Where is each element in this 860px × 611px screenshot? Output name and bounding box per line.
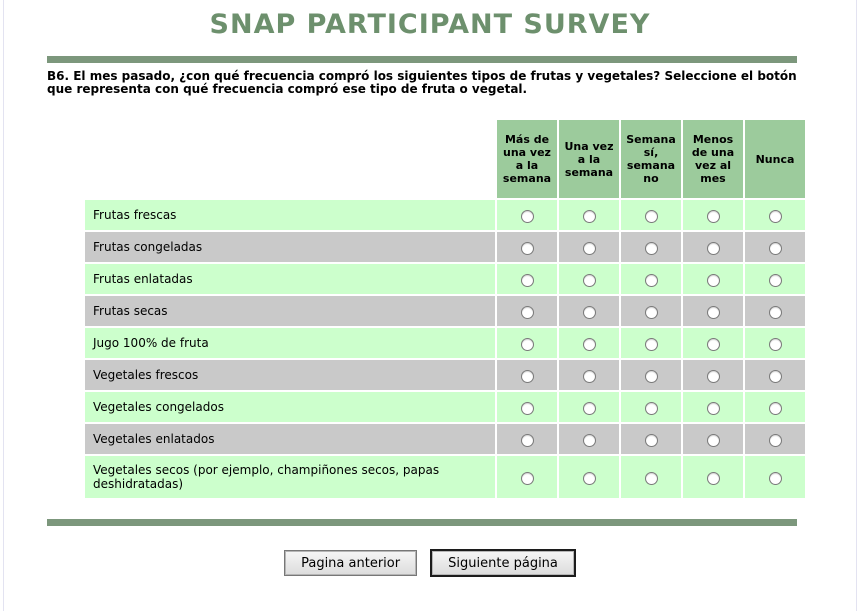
column-header: Una vez a la semana	[559, 120, 619, 198]
radio-r5-c1[interactable]	[521, 338, 534, 351]
radio-r5-c5[interactable]	[769, 338, 782, 351]
table-row	[85, 392, 805, 422]
table-row	[85, 424, 805, 454]
table-row	[85, 232, 805, 262]
column-header: Más de una vez a la semana	[497, 120, 557, 198]
radio-r5-c4[interactable]	[707, 338, 720, 351]
radio-r2-c4[interactable]	[707, 242, 720, 255]
radio-cell	[621, 392, 681, 422]
row-label: Jugo 100% de fruta	[85, 328, 495, 358]
radio-cell	[683, 328, 743, 358]
radio-cell	[621, 360, 681, 390]
radio-cell	[683, 424, 743, 454]
radio-cell	[745, 296, 805, 326]
radio-cell	[497, 296, 557, 326]
radio-cell	[745, 392, 805, 422]
radio-cell	[621, 200, 681, 230]
radio-cell	[497, 360, 557, 390]
row-label: Vegetales congelados	[85, 392, 495, 422]
radio-r2-c3[interactable]	[645, 242, 658, 255]
radio-cell	[683, 360, 743, 390]
radio-cell	[497, 456, 557, 498]
radio-r9-c3[interactable]	[645, 472, 658, 485]
question-text: B6. El mes pasado, ¿con qué frecuencia compró los siguientes tipos de frutas y vegetales? Seleccione el botón que representa con qué frecuencia compró ese tipo de fruta o vegetal.	[47, 69, 797, 96]
radio-cell	[621, 456, 681, 498]
column-header: Menos de una vez al mes	[683, 120, 743, 198]
navigation-buttons	[4, 549, 856, 577]
radio-r9-c2[interactable]	[583, 472, 596, 485]
radio-cell	[683, 296, 743, 326]
radio-r8-c3[interactable]	[645, 434, 658, 447]
radio-r1-c1[interactable]	[521, 210, 534, 223]
radio-cell	[497, 328, 557, 358]
radio-r9-c5[interactable]	[769, 472, 782, 485]
radio-r8-c4[interactable]	[707, 434, 720, 447]
radio-cell	[621, 232, 681, 262]
radio-cell	[621, 264, 681, 294]
frequency-grid	[83, 118, 807, 500]
radio-r4-c1[interactable]	[521, 306, 534, 319]
survey-page	[3, 0, 857, 611]
radio-r8-c2[interactable]	[583, 434, 596, 447]
radio-cell	[745, 264, 805, 294]
column-header: Semana sí, semana no	[621, 120, 681, 198]
radio-r2-c5[interactable]	[769, 242, 782, 255]
radio-cell	[559, 232, 619, 262]
radio-cell	[559, 200, 619, 230]
radio-cell	[559, 264, 619, 294]
radio-r7-c4[interactable]	[707, 402, 720, 415]
table-row	[85, 328, 805, 358]
row-label: Vegetales secos (por ejemplo, champiñones secos, papas deshidratadas)	[85, 456, 495, 498]
radio-cell	[559, 392, 619, 422]
table-row	[85, 456, 805, 498]
radio-cell	[683, 264, 743, 294]
top-divider-bar	[47, 56, 797, 63]
radio-r8-c1[interactable]	[521, 434, 534, 447]
radio-cell	[497, 392, 557, 422]
radio-r4-c5[interactable]	[769, 306, 782, 319]
radio-cell	[559, 296, 619, 326]
radio-cell	[497, 200, 557, 230]
table-row	[85, 264, 805, 294]
page-title: SNAP PARTICIPANT SURVEY	[209, 9, 651, 40]
radio-r8-c5[interactable]	[769, 434, 782, 447]
bottom-divider-bar	[47, 519, 797, 526]
radio-cell	[683, 392, 743, 422]
radio-r1-c5[interactable]	[769, 210, 782, 223]
radio-r4-c2[interactable]	[583, 306, 596, 319]
row-label: Vegetales frescos	[85, 360, 495, 390]
radio-r7-c2[interactable]	[583, 402, 596, 415]
radio-cell	[621, 424, 681, 454]
radio-cell	[683, 456, 743, 498]
radio-cell	[497, 232, 557, 262]
radio-r2-c1[interactable]	[521, 242, 534, 255]
radio-r7-c3[interactable]	[645, 402, 658, 415]
radio-cell	[559, 424, 619, 454]
row-label: Frutas congeladas	[85, 232, 495, 262]
radio-r7-c5[interactable]	[769, 402, 782, 415]
column-header: Nunca	[745, 120, 805, 198]
radio-r2-c2[interactable]	[583, 242, 596, 255]
previous-page-button[interactable]: Pagina anterior	[284, 550, 417, 576]
radio-r6-c3[interactable]	[645, 370, 658, 383]
radio-r3-c1[interactable]	[521, 274, 534, 287]
radio-cell	[745, 456, 805, 498]
radio-r6-c2[interactable]	[583, 370, 596, 383]
row-label: Frutas secas	[85, 296, 495, 326]
row-label: Frutas enlatadas	[85, 264, 495, 294]
radio-r4-c4[interactable]	[707, 306, 720, 319]
radio-r9-c4[interactable]	[707, 472, 720, 485]
radio-r3-c5[interactable]	[769, 274, 782, 287]
radio-cell	[559, 360, 619, 390]
radio-cell	[745, 424, 805, 454]
row-label: Frutas frescas	[85, 200, 495, 230]
table-row	[85, 200, 805, 230]
radio-cell	[745, 328, 805, 358]
radio-cell	[745, 360, 805, 390]
radio-cell	[683, 200, 743, 230]
radio-r3-c2[interactable]	[583, 274, 596, 287]
radio-cell	[745, 232, 805, 262]
table-row	[85, 296, 805, 326]
radio-cell	[559, 456, 619, 498]
radio-r5-c2[interactable]	[583, 338, 596, 351]
radio-cell	[497, 424, 557, 454]
radio-r1-c2[interactable]	[583, 210, 596, 223]
header-empty-cell	[85, 120, 495, 198]
radio-r1-c3[interactable]	[645, 210, 658, 223]
radio-cell	[559, 328, 619, 358]
radio-r3-c4[interactable]	[707, 274, 720, 287]
radio-cell	[683, 232, 743, 262]
radio-cell	[497, 264, 557, 294]
radio-r3-c3[interactable]	[645, 274, 658, 287]
radio-r5-c3[interactable]	[645, 338, 658, 351]
radio-r7-c1[interactable]	[521, 402, 534, 415]
row-label: Vegetales enlatados	[85, 424, 495, 454]
radio-r9-c1[interactable]	[521, 472, 534, 485]
radio-r1-c4[interactable]	[707, 210, 720, 223]
radio-cell	[621, 328, 681, 358]
radio-r6-c5[interactable]	[769, 370, 782, 383]
radio-r6-c4[interactable]	[707, 370, 720, 383]
table-row	[85, 360, 805, 390]
next-page-button[interactable]: Siguiente página	[430, 549, 576, 577]
radio-r4-c3[interactable]	[645, 306, 658, 319]
header-row	[85, 120, 805, 198]
radio-cell	[745, 200, 805, 230]
radio-r6-c1[interactable]	[521, 370, 534, 383]
radio-cell	[621, 296, 681, 326]
